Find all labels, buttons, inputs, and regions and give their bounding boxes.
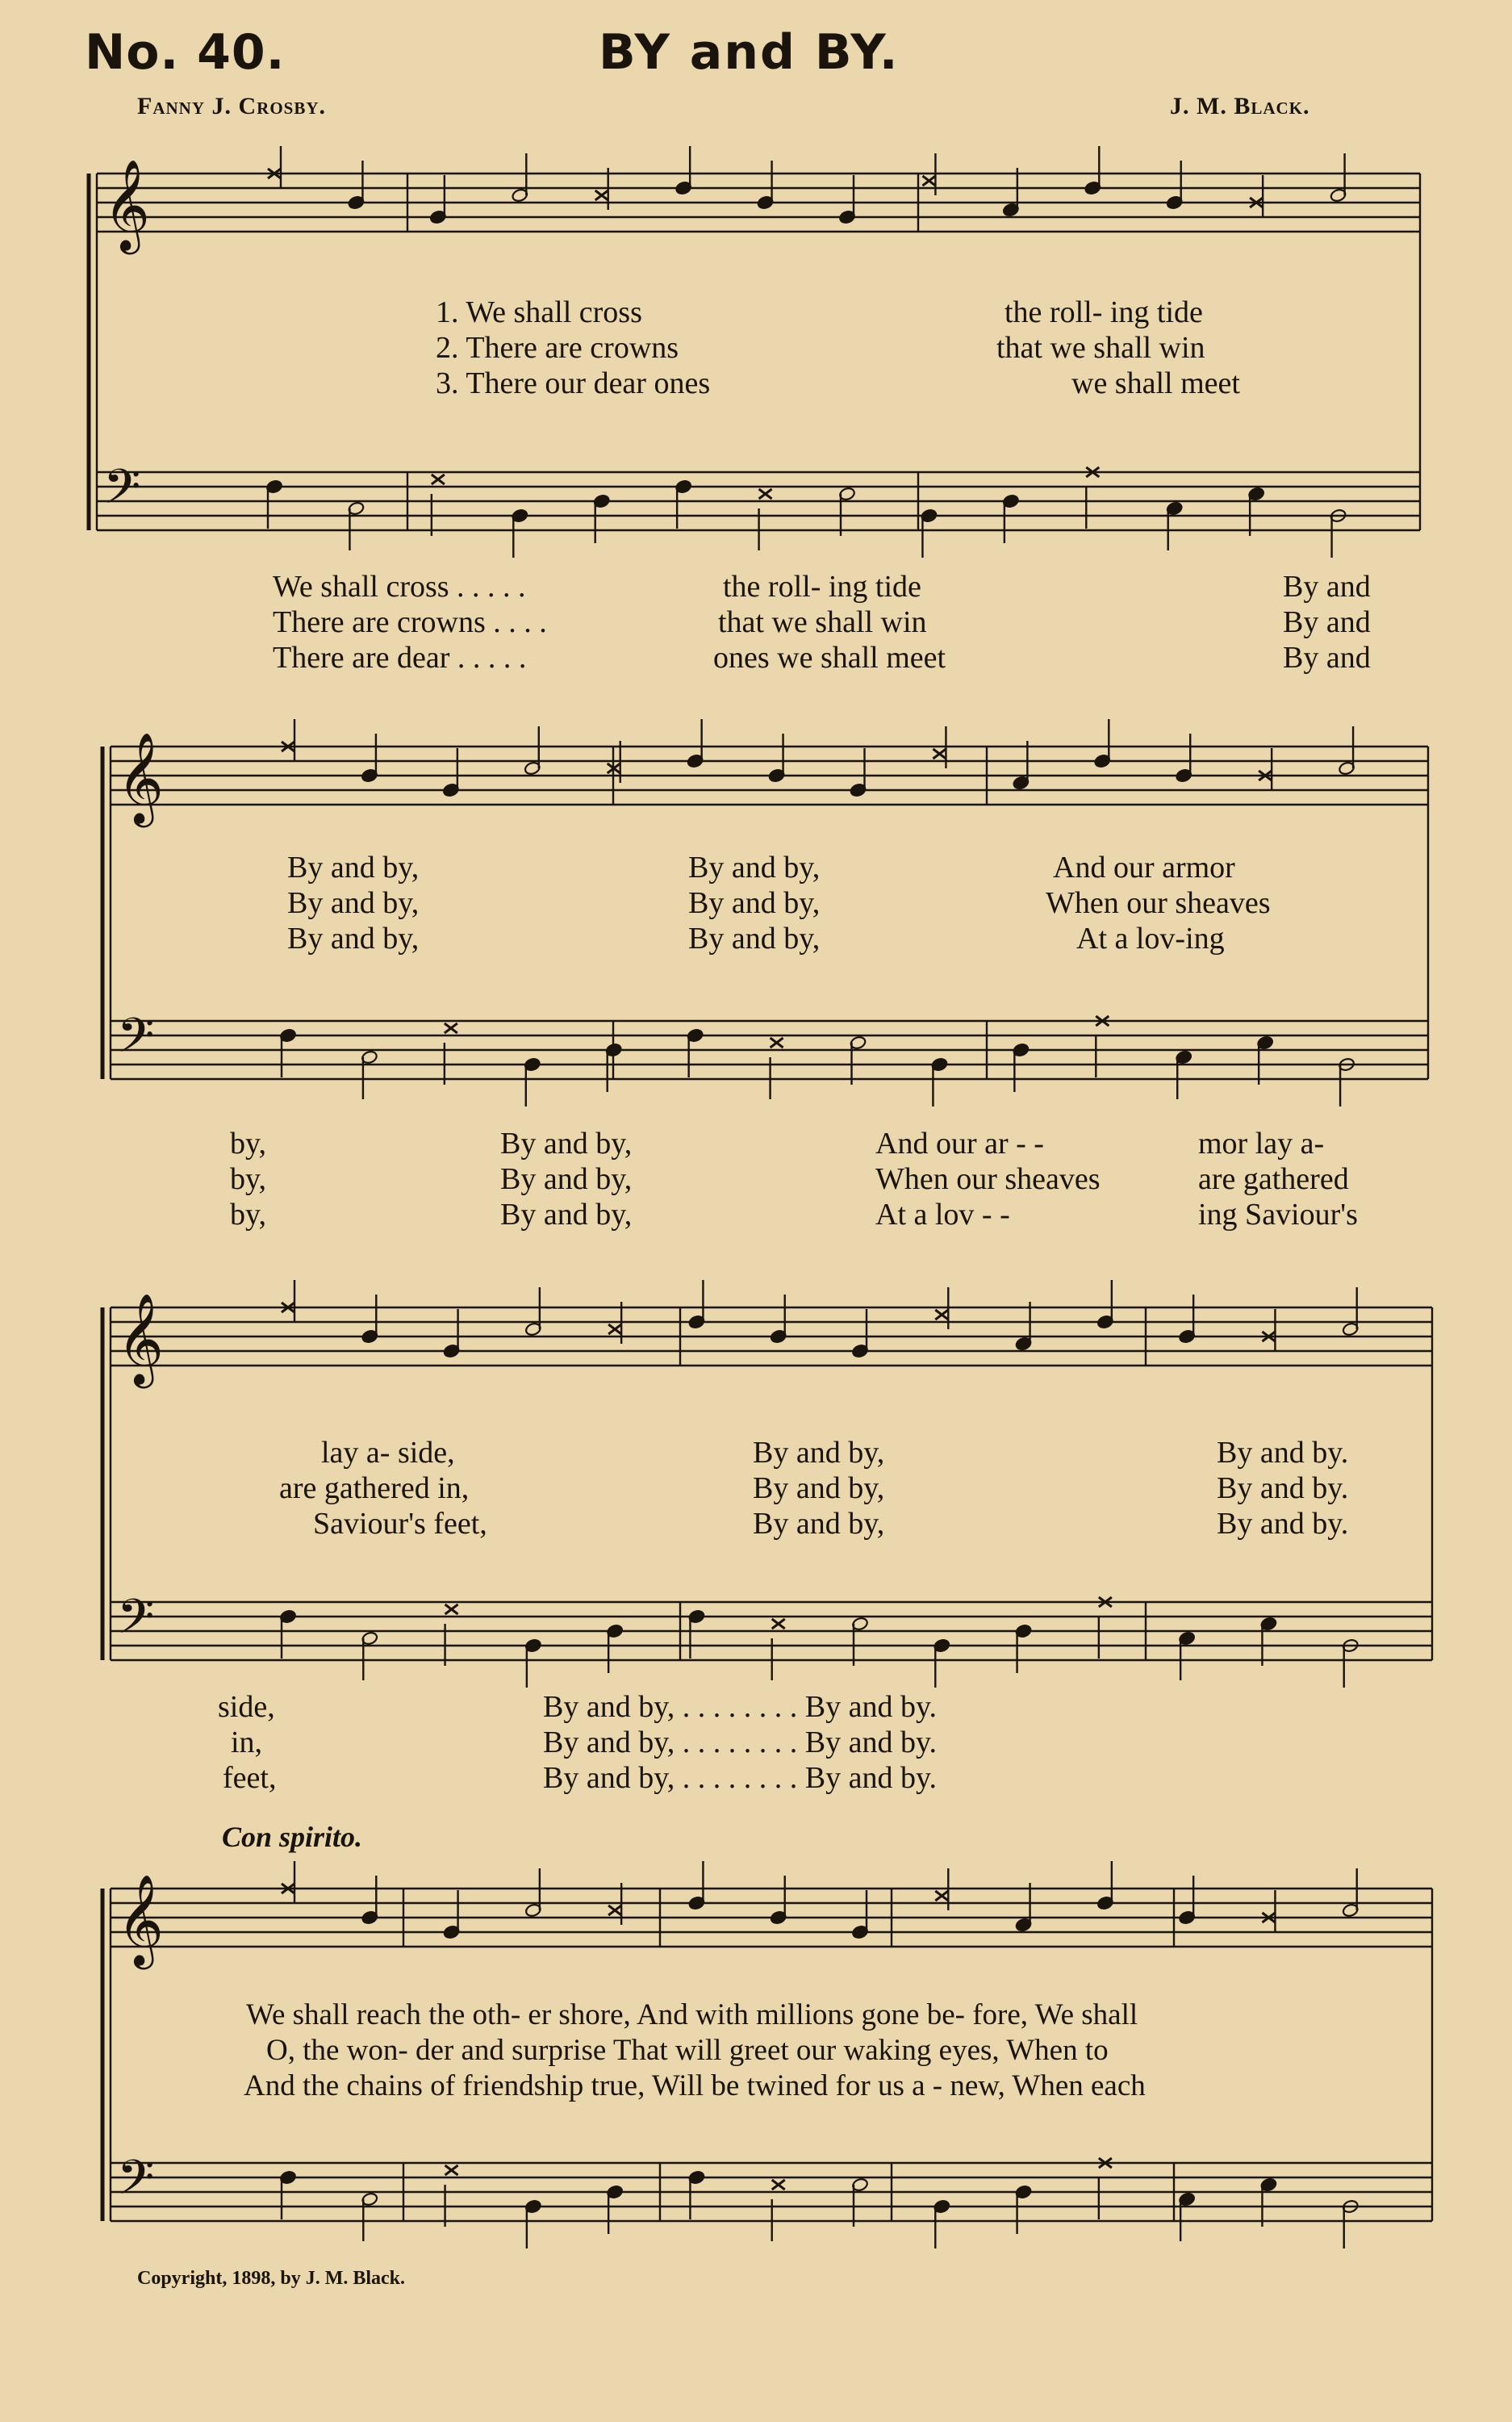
lyric-s2-lower-v2-d: are gathered	[1198, 1162, 1349, 1196]
svg-text:𝄢: 𝄢	[117, 1007, 155, 1075]
copyright-notice: Copyright, 1898, by J. M. Black.	[137, 2268, 406, 2289]
lyric-s3-lower-v3-a: feet,	[223, 1761, 277, 1795]
lyric-s2-v1-a: By and by,	[287, 851, 420, 885]
lyric-s1-v1-b: the roll- ing tide	[1005, 295, 1203, 329]
lyric-s2-lower-v3-c: At a lov - -	[875, 1198, 1010, 1232]
lyric-s2-v3-c: At a lov-ing	[1076, 922, 1225, 956]
lyric-s3-lower-v2-b: By and by, . . . . . . . . By and by.	[543, 1726, 937, 1759]
lyric-s1-v3-a: 3. There our dear ones	[436, 366, 711, 400]
svg-text:𝄞: 𝄞	[117, 1874, 164, 1966]
lyric-s4-v1: We shall reach the oth- er shore, And with millions gone be- fore, We shall	[246, 1998, 1138, 2031]
lyric-s2-v3-b: By and by,	[688, 922, 821, 956]
lyric-s1-lower-v2-a: There are crowns . . . .	[273, 605, 547, 639]
lyricist-credit: Fanny J. Crosby.	[137, 93, 327, 119]
lyric-s2-lower-v3-a: by,	[230, 1198, 267, 1232]
lyric-s1-lower-v1-c: By and	[1283, 570, 1371, 604]
lyric-s1-lower-v3-b: ones we shall meet	[713, 641, 946, 675]
lyric-s1-v2-b: that we shall win	[996, 331, 1205, 365]
lyric-s2-lower-v1-c: And our ar - -	[875, 1127, 1044, 1161]
lyric-s3-v3-b: By and by,	[753, 1507, 885, 1541]
lyric-s1-lower-v1-b: the roll- ing tide	[723, 570, 921, 604]
svg-text:𝄞: 𝄞	[103, 159, 150, 251]
lyric-s2-v1-b: By and by,	[688, 851, 821, 885]
lyric-s2-lower-v1-a: by,	[230, 1127, 267, 1161]
lyric-s2-v1-c: And our armor	[1053, 851, 1235, 885]
lyric-s1-v2-a: 2. There are crowns	[436, 331, 679, 365]
lyric-s2-lower-v2-b: By and by,	[500, 1162, 633, 1196]
lyric-s2-lower-v1-b: By and by,	[500, 1127, 633, 1161]
hymn-number: No. 40.	[85, 24, 286, 81]
lyric-s1-v1-a: 1. We shall cross	[436, 295, 642, 329]
lyric-s2-lower-v3-d: ing Saviour's	[1198, 1198, 1358, 1232]
lyric-s3-v1-c: By and by.	[1217, 1436, 1349, 1470]
lyric-s1-v3-b: we shall meet	[1071, 366, 1240, 400]
lyric-s4-v2: O, the won- der and surprise That will greet our waking eyes, When to	[266, 2034, 1109, 2067]
lyric-s3-v2-a: are gathered in,	[279, 1471, 470, 1505]
lyric-s3-v3-a: Saviour's feet,	[313, 1507, 487, 1541]
tempo-marking: Con spirito.	[222, 1821, 363, 1853]
svg-text:𝄢: 𝄢	[117, 1588, 155, 1656]
lyric-s3-lower-v1-a: side,	[218, 1690, 275, 1724]
lyric-s2-lower-v2-a: by,	[230, 1162, 267, 1196]
lyric-s2-lower-v2-c: When our sheaves	[875, 1162, 1101, 1196]
composer-credit: J. M. Black.	[1170, 93, 1310, 119]
lyric-s3-v1-b: By and by,	[753, 1436, 885, 1470]
lyric-s3-v1-a: lay a- side,	[321, 1436, 455, 1470]
lyric-s2-v3-a: By and by,	[287, 922, 420, 956]
lyric-s1-lower-v3-a: There are dear . . . . .	[273, 641, 527, 675]
lyric-s3-v2-c: By and by.	[1217, 1471, 1349, 1505]
lyric-s4-v3: And the chains of friendship true, Will be twined for us a - new, When each	[244, 2069, 1146, 2102]
svg-text:𝄢: 𝄢	[117, 2149, 155, 2217]
lyric-s3-v2-b: By and by,	[753, 1471, 885, 1505]
lyric-s1-lower-v2-c: By and	[1283, 605, 1371, 639]
lyric-s3-lower-v3-b: By and by, . . . . . . . . By and by.	[543, 1761, 937, 1795]
lyric-s1-lower-v1-a: We shall cross . . . . .	[273, 570, 526, 604]
lyric-s1-lower-v3-c: By and	[1283, 641, 1371, 675]
lyric-s3-lower-v2-a: in,	[231, 1726, 263, 1759]
svg-text:𝄢: 𝄢	[103, 458, 141, 526]
svg-text:𝄞: 𝄞	[117, 732, 164, 824]
lyric-s1-lower-v2-b: that we shall win	[718, 605, 927, 639]
lyric-s2-v2-b: By and by,	[688, 886, 821, 920]
lyric-s2-v2-a: By and by,	[287, 886, 420, 920]
lyric-s2-lower-v3-b: By and by,	[500, 1198, 633, 1232]
hymn-title: BY and BY.	[599, 24, 900, 81]
lyric-s3-lower-v1-b: By and by, . . . . . . . . By and by.	[543, 1690, 937, 1724]
lyric-s2-lower-v1-d: mor lay a-	[1198, 1127, 1325, 1161]
svg-text:𝄞: 𝄞	[117, 1293, 164, 1385]
lyric-s2-v2-c: When our sheaves	[1046, 886, 1271, 920]
lyric-s3-v3-c: By and by.	[1217, 1507, 1349, 1541]
